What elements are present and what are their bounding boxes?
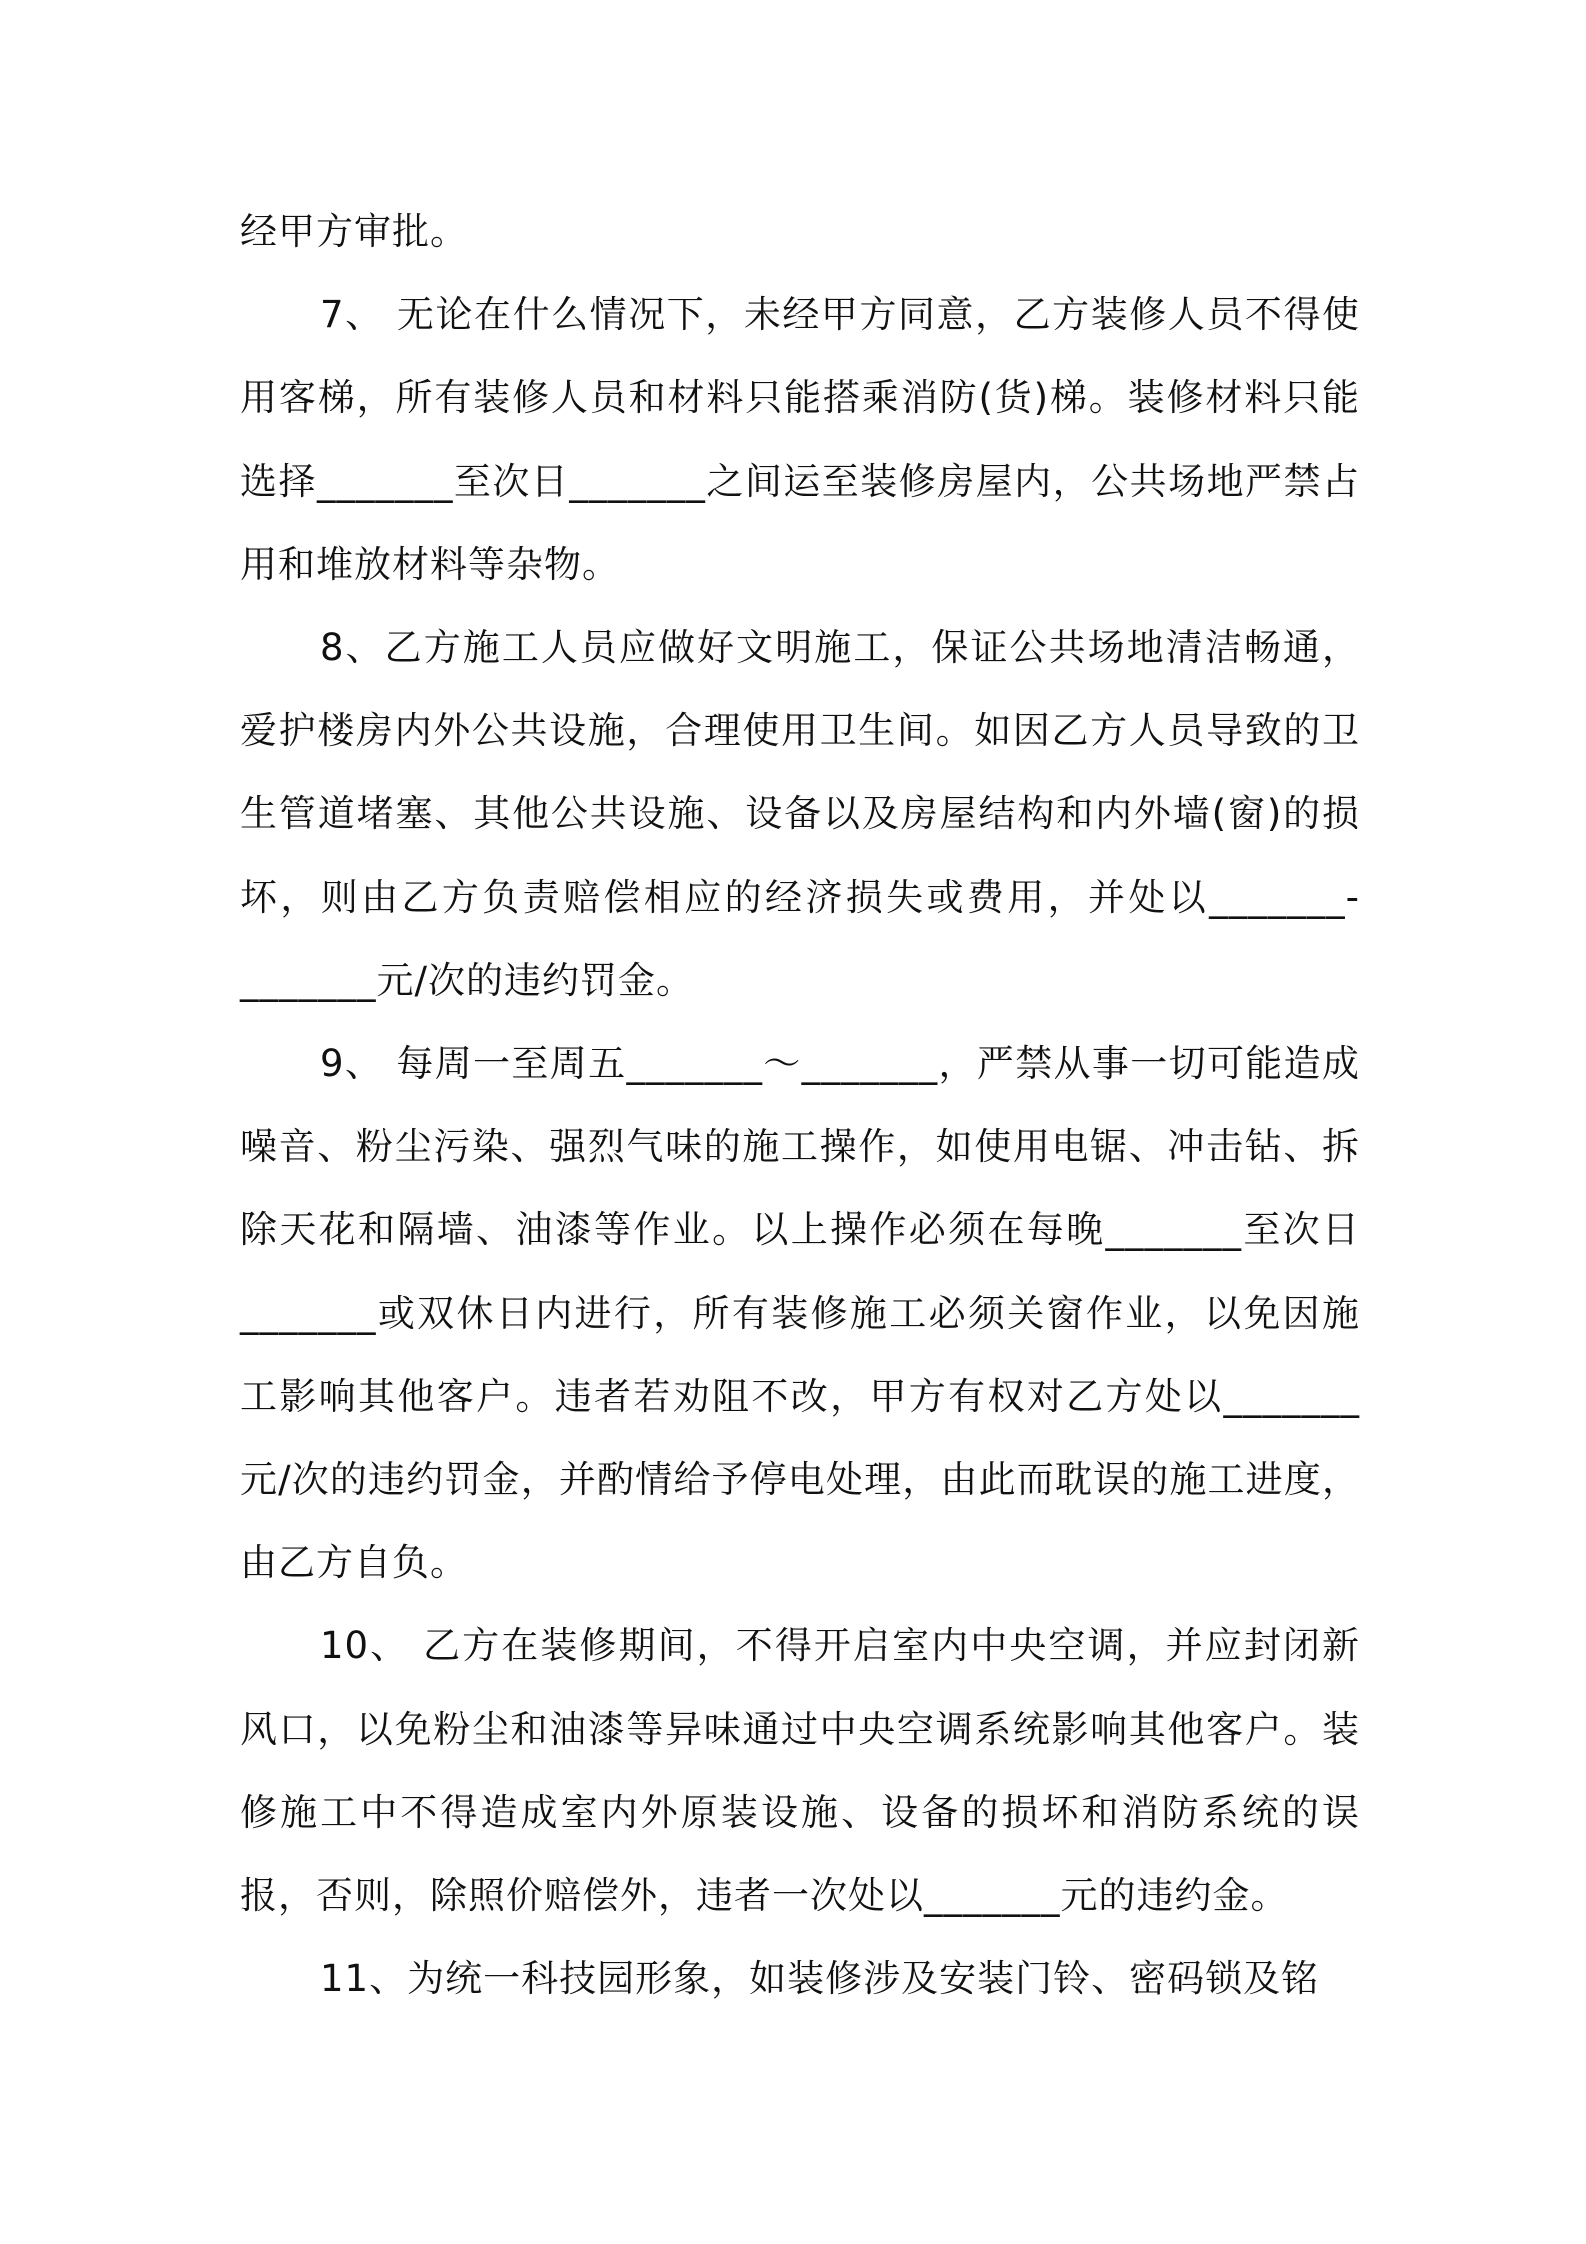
clause-10: 10、 乙方在装修期间，不得开启室内中央空调，并应封闭新风口，以免粉尘和油漆等异味通过中央空调系统影响其他客户。装修施工中不得造成室内外原装设施、设备的损坏和消防系统的误报，否则，除照价赔偿外，违者一次处以_______元的违约金。 xyxy=(240,1624,1360,1918)
clause-8: 8、乙方施工人员应做好文明施工，保证公共场地清洁畅通，爱护楼房内外公共设施，合理使用卫生间。如因乙方人员导致的卫生管道堵塞、其他公共设施、设备以及房屋结构和内外墙(窗)的损坏，则由乙方负责赔偿相应的经济损失或费用，并处以_______-_______元/次的违约罚金。 xyxy=(240,626,1360,1002)
clause-9: 9、 每周一至周五_______～_______，严禁从事一切可能造成噪音、粉尘污染、强烈气味的施工操作，如使用电锯、冲击钻、拆除天花和隔墙、油漆等作业。以上操作必须在每晚_______至次日_______或双休日内进行，所有装修施工必须关窗作业，以免因施工影响其他客户。违者若劝阻不改，甲方有权对乙方处以_______元/次的违约罚金，并酌情给予停电处理，由此而耽误的施工进度，由乙方自负。 xyxy=(240,1042,1360,1585)
clause-7: 7、 无论在什么情况下，未经甲方同意，乙方装修人员不得使用客梯，所有装修人员和材料只能搭乘消防(货)梯。装修材料只能选择_______至次日_______之间运至装修房屋内，公共场地严禁占用和堆放材料等杂物。 xyxy=(240,293,1360,586)
paragraph-continuation: 经甲方审批。 xyxy=(240,210,468,253)
document-body xyxy=(240,190,1360,2020)
clause-11: 11、为统一科技园形象，如装修涉及安装门铃、密码锁及铭 xyxy=(320,1957,1320,2001)
